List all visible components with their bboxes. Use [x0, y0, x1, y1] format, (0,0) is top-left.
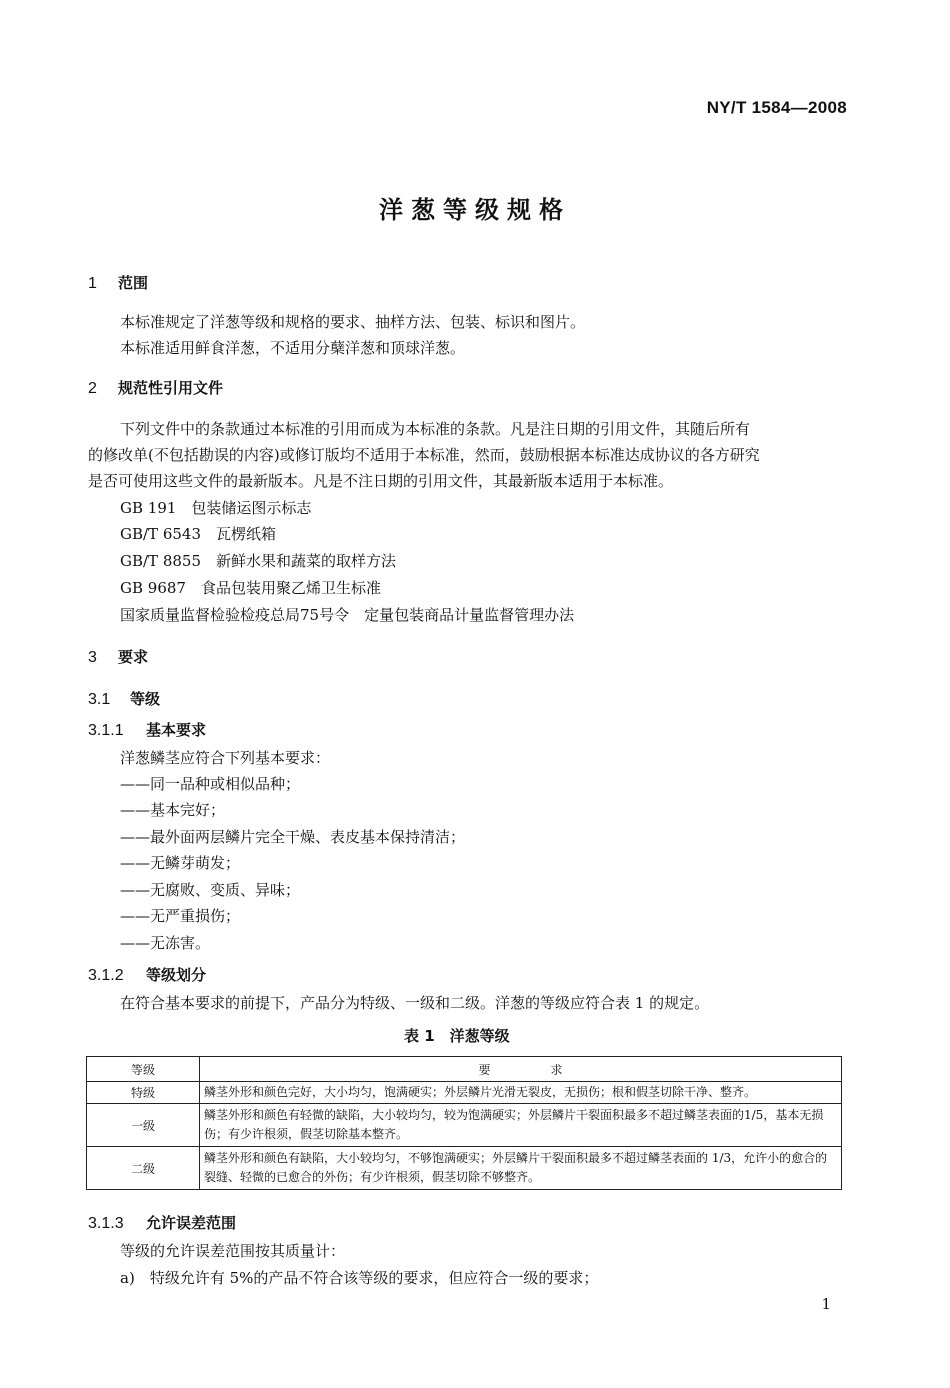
column-header-grade: 等级: [87, 1057, 200, 1082]
reference-name: 瓦楞纸箱: [216, 525, 277, 543]
reference-name: 包装储运图示标志: [191, 499, 312, 517]
column-header-requirement: [200, 1057, 842, 1082]
reference-item: [120, 548, 396, 574]
section-3-1-1-heading: [88, 719, 206, 740]
grade-cell: 一级: [87, 1104, 200, 1147]
section-number: 3.1: [88, 691, 111, 708]
reference-item: [120, 495, 311, 521]
reference-name: 新鲜水果和蔬菜的取样方法: [216, 552, 397, 570]
section-3-1-3-heading: [88, 1212, 236, 1233]
reference-item: [120, 602, 574, 628]
reference-code: GB 9687: [120, 579, 186, 597]
section-2-heading: [88, 377, 223, 398]
paragraph: 在符合基本要求的前提下，产品分为特级、一级和二级。洋葱的等级应符合表 1 的规定。: [120, 994, 710, 1012]
paragraph: 是否可使用这些文件的最新版本。凡是不注日期的引用文件，其最新版本适用于本标准。: [88, 472, 674, 490]
paragraph: 等级的允许误差范围按其质量计：: [120, 1242, 346, 1260]
reference-name: 定量包装商品计量监督管理办法: [364, 606, 575, 624]
list-item: [120, 1265, 598, 1291]
section-3-heading: [88, 646, 148, 667]
page-title: 洋葱等级规格: [379, 196, 571, 224]
section-title: 等级: [130, 690, 161, 708]
list-item: ——无腐败、变质、异味；: [120, 881, 301, 899]
table-row: [87, 1104, 842, 1147]
reference-item: [120, 521, 276, 547]
table-caption: 表 1 洋葱等级: [404, 1027, 510, 1045]
paragraph: 洋葱鳞茎应符合下列基本要求：: [120, 749, 331, 767]
section-title: 允许误差范围: [146, 1214, 237, 1232]
section-3-1-heading: [88, 688, 160, 709]
section-number: 3.1.1: [88, 722, 124, 739]
section-number: 1: [88, 275, 97, 292]
section-number: 3.1.2: [88, 967, 124, 984]
list-item: ——无严重损伤；: [120, 907, 241, 925]
reference-code: GB/T 8855: [120, 552, 202, 570]
table-row: [87, 1147, 842, 1190]
list-item: ——无鳞芽萌发；: [120, 854, 241, 872]
requirement-cell: 鳞茎外形和颜色完好，大小均匀，饱满硬实；外层鳞片光滑无裂皮，无损伤；根和假茎切除干净、整齐。: [200, 1082, 842, 1104]
requirement-cell: 鳞茎外形和颜色有缺陷，大小较均匀，不够饱满硬实；外层鳞片干裂面积最多不超过鳞茎表面的 1/3，允许小的愈合的裂缝、轻微的已愈合的外伤；有少许根须，假茎切除不够整齐。: [200, 1147, 842, 1190]
reference-item: [120, 575, 381, 601]
section-1-heading: [88, 272, 148, 293]
list-text: 特级允许有 5%的产品不符合该等级的要求，但应符合一级的要求；: [149, 1269, 599, 1287]
list-item: ——无冻害。: [120, 934, 211, 952]
page-number: 1: [821, 1295, 831, 1313]
section-title: 要求: [118, 648, 149, 666]
list-item: ——最外面两层鳞片完全干燥、表皮基本保持清洁；: [120, 828, 466, 846]
reference-code: GB/T 6543: [120, 525, 202, 543]
section-title: 范围: [118, 274, 149, 292]
section-number: 2: [88, 380, 97, 397]
standard-number: NY/T 1584—2008: [706, 98, 847, 117]
section-title: 等级划分: [146, 966, 207, 984]
section-3-1-2-heading: [88, 964, 206, 985]
table-header-row: [87, 1057, 842, 1082]
table-row: [87, 1082, 842, 1104]
paragraph: 本标准规定了洋葱等级和规格的要求、抽样方法、包装、标识和图片。: [120, 313, 586, 331]
grade-table: [86, 1056, 842, 1190]
list-item: ——同一品种或相似品种；: [120, 775, 301, 793]
reference-code: GB 191: [120, 499, 177, 517]
requirement-cell: 鳞茎外形和颜色有轻微的缺陷，大小较均匀，较为饱满硬实；外层鳞片干裂面积最多不超过鳞茎表面的1/5，基本无损伤；有少许根须，假茎切除基本整齐。: [200, 1104, 842, 1147]
reference-code: 国家质量监督检验检疫总局75号令: [120, 606, 350, 624]
section-title: 规范性引用文件: [118, 379, 224, 397]
section-title: 基本要求: [146, 721, 207, 739]
list-marker: a): [120, 1269, 135, 1287]
section-number: 3: [88, 649, 97, 666]
paragraph: 的修改单(不包括勘误的内容)或修订版均不适用于本标准，然而，鼓励根据本标准达成协议的各方研究: [88, 446, 760, 464]
reference-name: 食品包装用聚乙烯卫生标准: [200, 579, 381, 597]
paragraph: 下列文件中的条款通过本标准的引用而成为本标准的条款。凡是注日期的引用文件，其随后所有: [120, 420, 751, 438]
grade-cell: 特级: [87, 1082, 200, 1104]
list-item: ——基本完好；: [120, 801, 226, 819]
grade-cell: 二级: [87, 1147, 200, 1190]
section-number: 3.1.3: [88, 1215, 124, 1232]
header-text: 要求: [478, 1062, 623, 1077]
paragraph: 本标准适用鲜食洋葱，不适用分蘖洋葱和顶球洋葱。: [120, 339, 466, 357]
